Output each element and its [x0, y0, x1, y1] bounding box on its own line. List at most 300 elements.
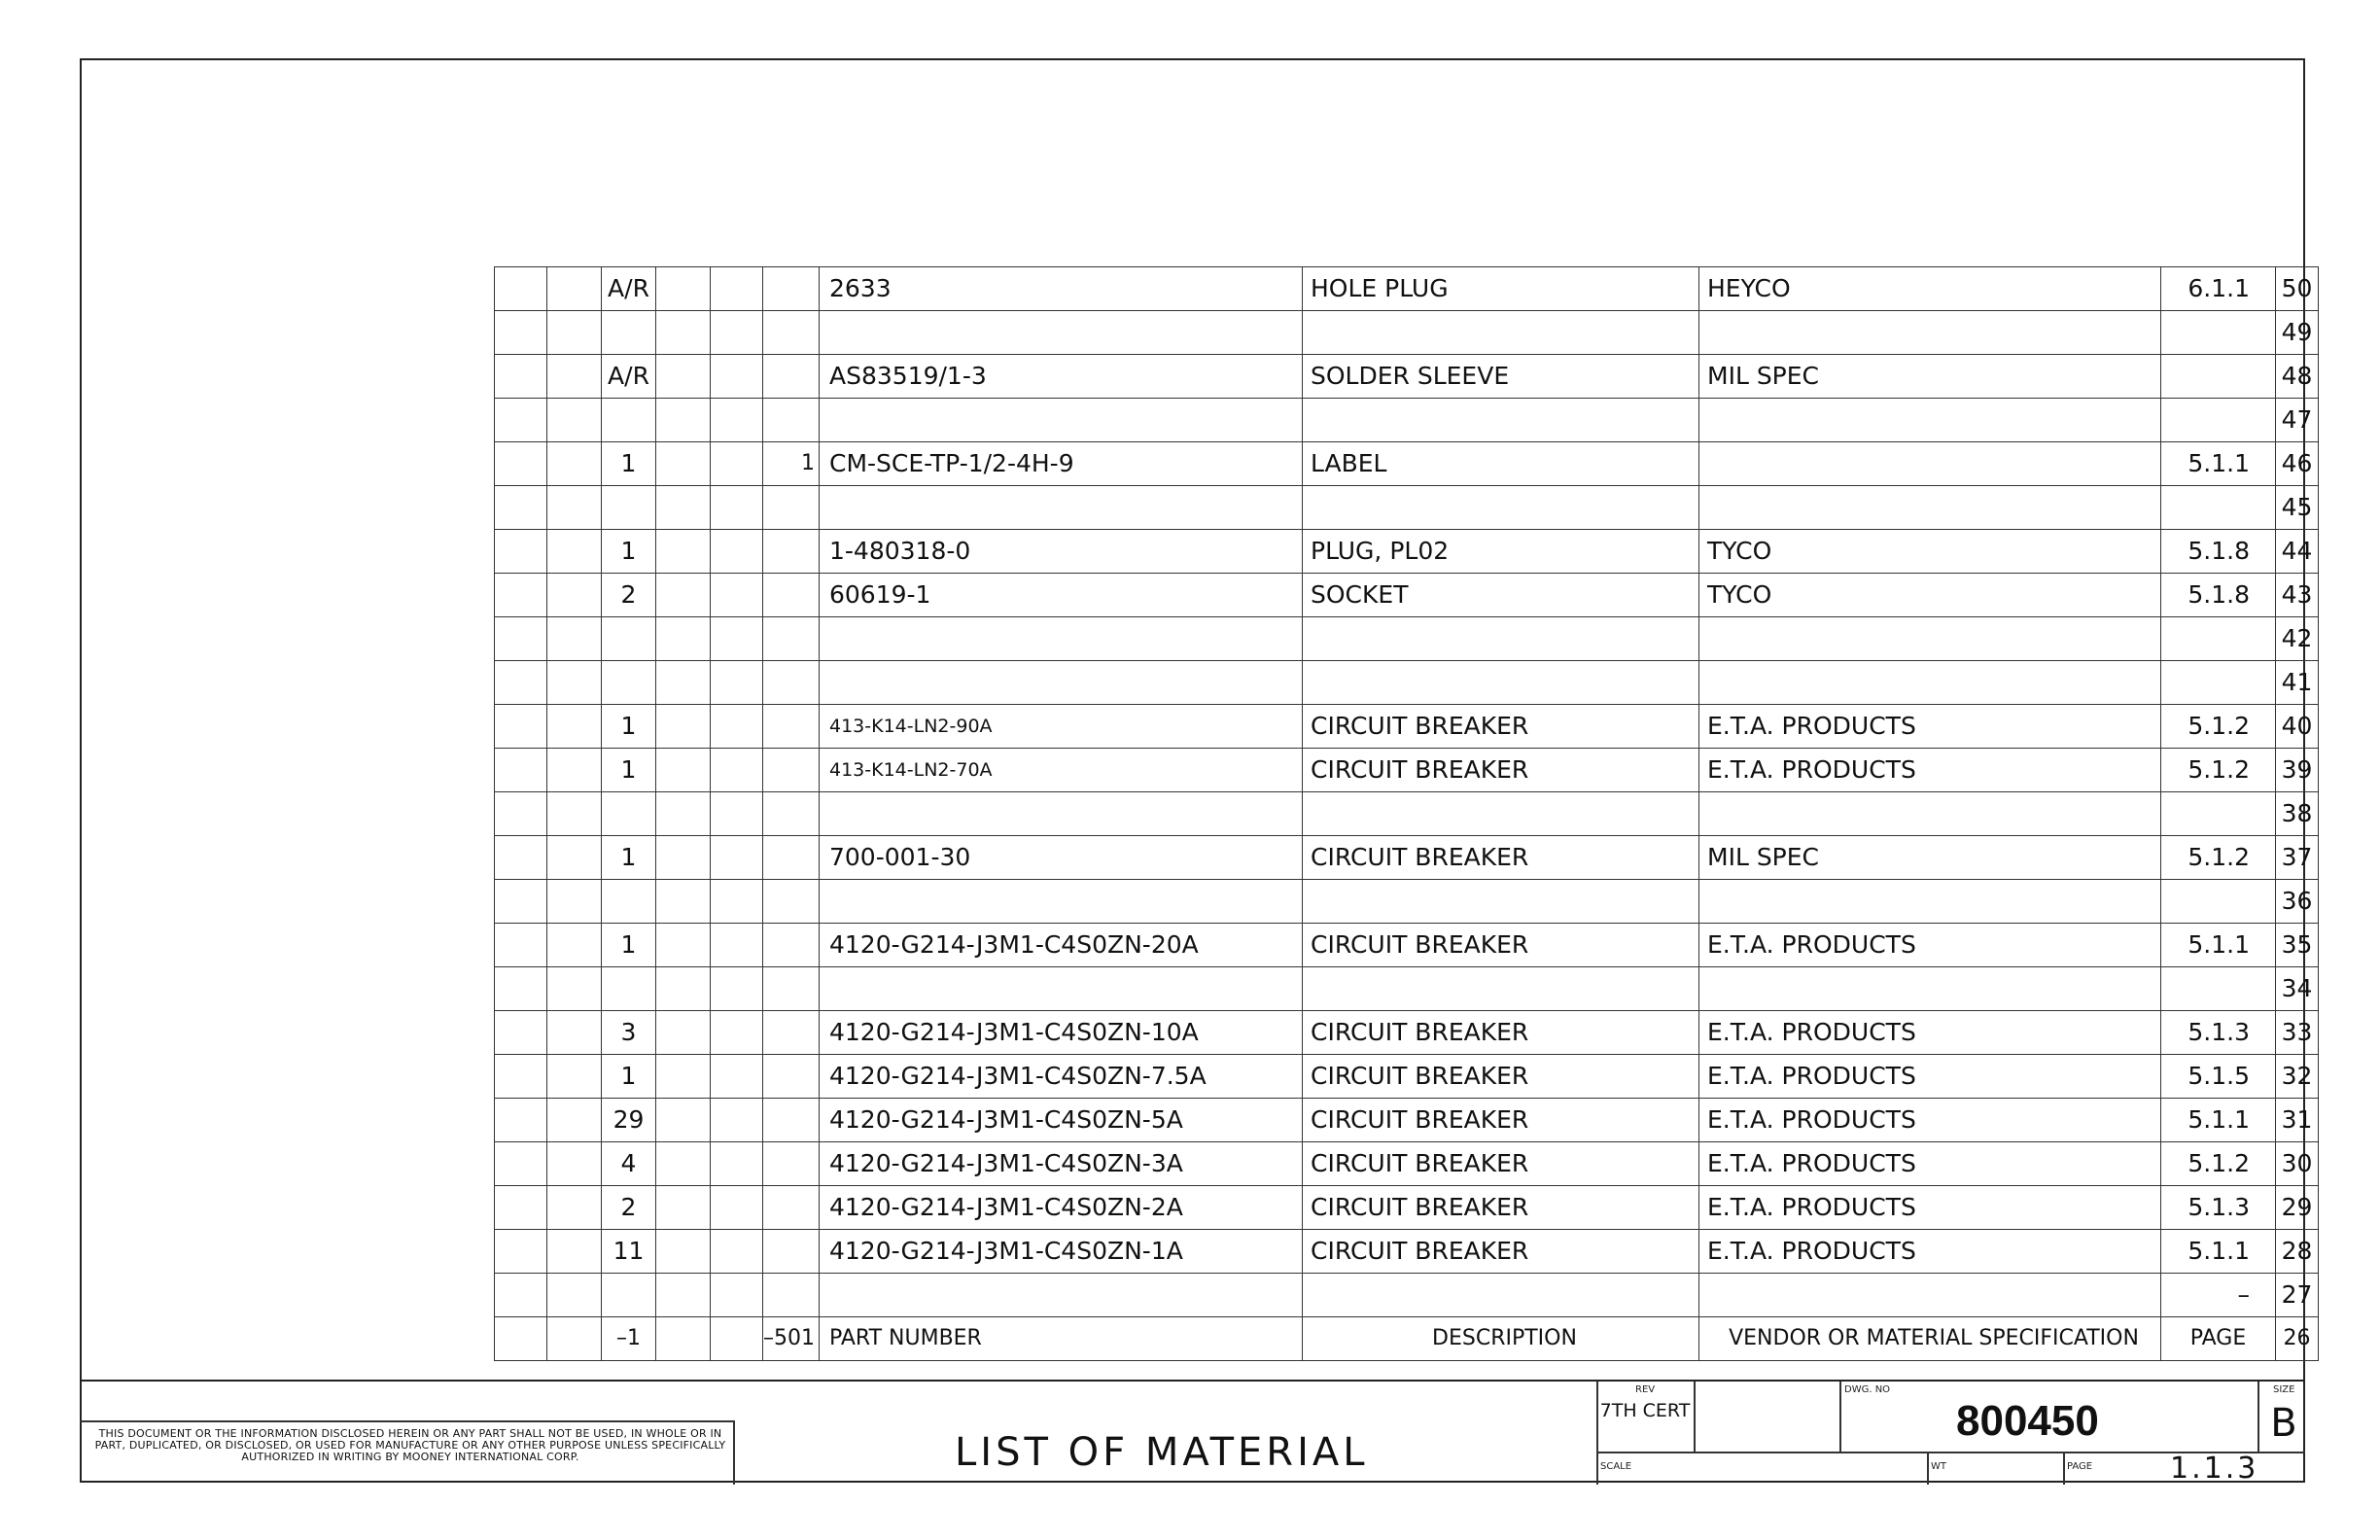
- blank-cell: [495, 792, 547, 836]
- blank-cell: [656, 1011, 711, 1055]
- item-number-cell: 45: [2276, 486, 2319, 530]
- item-number-cell: 28: [2276, 1230, 2319, 1274]
- find-cell: [763, 486, 820, 530]
- bom-row: [495, 792, 2319, 836]
- find-cell: [763, 617, 820, 661]
- vendor-cell: TYCO: [1699, 574, 2161, 617]
- weight-label: WT: [1931, 1461, 1946, 1472]
- item-number-cell: 41: [2276, 661, 2319, 705]
- blank-cell: [495, 967, 547, 1011]
- blank-cell: [495, 880, 547, 924]
- blank-cell: [547, 1230, 602, 1274]
- blank-cell: [711, 1011, 763, 1055]
- blank-cell: [495, 924, 547, 967]
- page-cell: 5.1.3: [2161, 1186, 2276, 1230]
- part-number-cell: 4120-G214-J3M1-C4S0ZN-10A: [820, 1011, 1303, 1055]
- quantity-cell: [602, 792, 656, 836]
- page-cell: 5.1.2: [2161, 749, 2276, 792]
- item-number-cell: 26: [2276, 1317, 2319, 1361]
- vendor-cell: E.T.A. PRODUCTS: [1699, 1186, 2161, 1230]
- blank-cell: [495, 311, 547, 355]
- blank-cell: [547, 1317, 602, 1361]
- part-number-cell: [820, 880, 1303, 924]
- blank-cell: [495, 399, 547, 442]
- item-number-cell: 32: [2276, 1055, 2319, 1099]
- part-number-cell: [820, 661, 1303, 705]
- description-cell: CIRCUIT BREAKER: [1303, 1230, 1699, 1274]
- blank-cell: [547, 311, 602, 355]
- quantity-cell: 1: [602, 1055, 656, 1099]
- find-cell: [763, 749, 820, 792]
- page-cell: PAGE: [2161, 1317, 2276, 1361]
- page-cell: [2161, 355, 2276, 399]
- description-cell: CIRCUIT BREAKER: [1303, 1142, 1699, 1186]
- quantity-cell: 2: [602, 574, 656, 617]
- blank-cell: [656, 486, 711, 530]
- part-number-cell: [820, 399, 1303, 442]
- bom-header-row: [495, 1317, 2319, 1361]
- blank-cell: [547, 749, 602, 792]
- proprietary-notice: THIS DOCUMENT OR THE INFORMATION DISCLOSED HEREIN OR ANY PART SHALL NOT BE USED, IN WHOLE OR IN PART, DUPLICATED, OR DISCLOSED, OR USED FOR MANUFACTURE OR ANY OTHER PURPOSE UNLESS SPECIFICALLY AUTHORIZED IN WRITING BY MOONEY INTERNATIONAL CORP.: [94, 1427, 726, 1463]
- blank-cell: [656, 967, 711, 1011]
- quantity-cell: [602, 399, 656, 442]
- blank-cell: [547, 1011, 602, 1055]
- item-number-cell: 48: [2276, 355, 2319, 399]
- blank-cell: [656, 1230, 711, 1274]
- bom-row: [495, 486, 2319, 530]
- find-cell: [763, 355, 820, 399]
- page-cell: 5.1.2: [2161, 705, 2276, 749]
- description-cell: PLUG, PL02: [1303, 530, 1699, 574]
- bom-row: [495, 749, 2319, 792]
- bom-body: [495, 267, 2319, 1361]
- item-number-cell: 33: [2276, 1011, 2319, 1055]
- description-cell: [1303, 311, 1699, 355]
- find-cell: [763, 399, 820, 442]
- blank-cell: [656, 399, 711, 442]
- part-number-cell: 4120-G214-J3M1-C4S0ZN-3A: [820, 1142, 1303, 1186]
- blank-cell: [656, 705, 711, 749]
- blank-cell: [711, 442, 763, 486]
- blank-cell: [711, 1230, 763, 1274]
- blank-cell: [547, 574, 602, 617]
- item-number-cell: 27: [2276, 1274, 2319, 1317]
- description-cell: [1303, 617, 1699, 661]
- description-cell: DESCRIPTION: [1303, 1317, 1699, 1361]
- rev-value: 7TH CERT: [1599, 1400, 1691, 1421]
- quantity-cell: 4: [602, 1142, 656, 1186]
- quantity-cell: [602, 880, 656, 924]
- find-cell: [763, 661, 820, 705]
- page-cell: 5.1.1: [2161, 924, 2276, 967]
- page-cell: 5.1.8: [2161, 530, 2276, 574]
- blank-cell: [547, 705, 602, 749]
- part-number-cell: [820, 967, 1303, 1011]
- quantity-cell: [602, 661, 656, 705]
- blank-cell: [495, 355, 547, 399]
- page-cell: 5.1.1: [2161, 1230, 2276, 1274]
- item-number-cell: 49: [2276, 311, 2319, 355]
- bom-row: [495, 442, 2319, 486]
- quantity-cell: 11: [602, 1230, 656, 1274]
- description-cell: [1303, 1274, 1699, 1317]
- item-number-cell: 50: [2276, 267, 2319, 311]
- item-number-cell: 37: [2276, 836, 2319, 880]
- blank-cell: [656, 574, 711, 617]
- quantity-cell: 29: [602, 1099, 656, 1142]
- part-number-cell: 4120-G214-J3M1-C4S0ZN-2A: [820, 1186, 1303, 1230]
- blank-cell: [495, 705, 547, 749]
- part-number-cell: PART NUMBER: [820, 1317, 1303, 1361]
- page-cell: 5.1.2: [2161, 836, 2276, 880]
- blank-cell: [495, 530, 547, 574]
- vendor-cell: [1699, 661, 2161, 705]
- part-number-cell: 413-K14-LN2-70A: [820, 749, 1303, 792]
- blank-cell: [711, 1274, 763, 1317]
- size-label: SIZE: [2273, 1384, 2295, 1395]
- part-number-cell: [820, 1274, 1303, 1317]
- item-number-cell: 47: [2276, 399, 2319, 442]
- blank-cell: [547, 1186, 602, 1230]
- bom-row: [495, 399, 2319, 442]
- blank-cell: [656, 661, 711, 705]
- part-number-cell: 60619-1: [820, 574, 1303, 617]
- blank-cell: [656, 442, 711, 486]
- blank-cell: [547, 399, 602, 442]
- find-cell: [763, 574, 820, 617]
- blank-cell: [711, 1055, 763, 1099]
- vendor-cell: [1699, 792, 2161, 836]
- blank-cell: [547, 792, 602, 836]
- find-cell: 1: [763, 442, 820, 486]
- blank-cell: [711, 792, 763, 836]
- blank-cell: [656, 924, 711, 967]
- blank-cell: [495, 1011, 547, 1055]
- tb-divider: [733, 1420, 735, 1485]
- page-cell: [2161, 311, 2276, 355]
- quantity-cell: 1: [602, 705, 656, 749]
- find-cell: [763, 311, 820, 355]
- item-number-cell: 35: [2276, 924, 2319, 967]
- blank-cell: [547, 530, 602, 574]
- blank-cell: [656, 1142, 711, 1186]
- blank-cell: [547, 267, 602, 311]
- blank-cell: [711, 924, 763, 967]
- vendor-cell: E.T.A. PRODUCTS: [1699, 1230, 2161, 1274]
- quantity-cell: 1: [602, 836, 656, 880]
- blank-cell: [495, 442, 547, 486]
- part-number-cell: [820, 617, 1303, 661]
- vendor-cell: E.T.A. PRODUCTS: [1699, 924, 2161, 967]
- vendor-cell: MIL SPEC: [1699, 836, 2161, 880]
- page-value: 1.1.3: [2170, 1452, 2259, 1486]
- vendor-cell: [1699, 311, 2161, 355]
- blank-cell: [656, 1317, 711, 1361]
- description-cell: HOLE PLUG: [1303, 267, 1699, 311]
- quantity-cell: 2: [602, 1186, 656, 1230]
- vendor-cell: [1699, 1274, 2161, 1317]
- item-number-cell: 40: [2276, 705, 2319, 749]
- quantity-cell: [602, 311, 656, 355]
- page-cell: [2161, 792, 2276, 836]
- find-cell: [763, 1230, 820, 1274]
- quantity-cell: [602, 967, 656, 1011]
- blank-cell: [656, 1274, 711, 1317]
- item-number-cell: 43: [2276, 574, 2319, 617]
- part-number-cell: [820, 486, 1303, 530]
- blank-cell: [547, 1142, 602, 1186]
- blank-cell: [495, 1230, 547, 1274]
- quantity-cell: [602, 617, 656, 661]
- find-cell: [763, 1142, 820, 1186]
- bom-row: [495, 1099, 2319, 1142]
- blank-cell: [711, 1317, 763, 1361]
- page-cell: 6.1.1: [2161, 267, 2276, 311]
- blank-cell: [547, 967, 602, 1011]
- blank-cell: [711, 617, 763, 661]
- tb-divider: [2258, 1382, 2259, 1452]
- vendor-cell: [1699, 967, 2161, 1011]
- page-cell: 5.1.8: [2161, 574, 2276, 617]
- description-cell: CIRCUIT BREAKER: [1303, 705, 1699, 749]
- blank-cell: [547, 836, 602, 880]
- blank-cell: [656, 617, 711, 661]
- bom-row: [495, 1230, 2319, 1274]
- blank-cell: [495, 1186, 547, 1230]
- blank-cell: [547, 661, 602, 705]
- blank-cell: [656, 311, 711, 355]
- description-cell: [1303, 792, 1699, 836]
- quantity-cell: 1: [602, 924, 656, 967]
- bom-row: [495, 661, 2319, 705]
- bom-row: [495, 530, 2319, 574]
- find-cell: [763, 1186, 820, 1230]
- blank-cell: [711, 311, 763, 355]
- blank-cell: [711, 705, 763, 749]
- page-cell: 5.1.1: [2161, 442, 2276, 486]
- blank-cell: [711, 399, 763, 442]
- blank-cell: [495, 1274, 547, 1317]
- blank-cell: [656, 836, 711, 880]
- page-cell: 5.1.1: [2161, 1099, 2276, 1142]
- bom-row: [495, 1274, 2319, 1317]
- blank-cell: [656, 880, 711, 924]
- vendor-cell: E.T.A. PRODUCTS: [1699, 705, 2161, 749]
- drawing-number: 800450: [1956, 1397, 2099, 1445]
- vendor-cell: TYCO: [1699, 530, 2161, 574]
- tb-divider: [1839, 1382, 1841, 1452]
- blank-cell: [656, 792, 711, 836]
- item-number-cell: 31: [2276, 1099, 2319, 1142]
- quantity-cell: 1: [602, 442, 656, 486]
- find-cell: [763, 967, 820, 1011]
- blank-cell: [495, 1099, 547, 1142]
- blank-cell: [711, 1142, 763, 1186]
- blank-cell: [656, 1099, 711, 1142]
- find-cell: [763, 836, 820, 880]
- vendor-cell: VENDOR OR MATERIAL SPECIFICATION: [1699, 1317, 2161, 1361]
- vendor-cell: HEYCO: [1699, 267, 2161, 311]
- blank-cell: [711, 355, 763, 399]
- blank-cell: [547, 1099, 602, 1142]
- dwg-no-label: DWG. NO: [1844, 1384, 1891, 1395]
- find-cell: [763, 1099, 820, 1142]
- page-cell: 5.1.3: [2161, 1011, 2276, 1055]
- bom-row: [495, 1011, 2319, 1055]
- description-cell: CIRCUIT BREAKER: [1303, 1186, 1699, 1230]
- vendor-cell: E.T.A. PRODUCTS: [1699, 749, 2161, 792]
- find-cell: [763, 530, 820, 574]
- part-number-cell: [820, 311, 1303, 355]
- blank-cell: [711, 661, 763, 705]
- part-number-cell: 4120-G214-J3M1-C4S0ZN-1A: [820, 1230, 1303, 1274]
- bom-row: [495, 1142, 2319, 1186]
- page-cell: [2161, 967, 2276, 1011]
- drawing-title: LIST OF MATERIAL: [955, 1430, 1369, 1475]
- part-number-cell: CM-SCE-TP-1/2-4H-9: [820, 442, 1303, 486]
- vendor-cell: [1699, 880, 2161, 924]
- part-number-cell: [820, 792, 1303, 836]
- item-number-cell: 42: [2276, 617, 2319, 661]
- description-cell: SOCKET: [1303, 574, 1699, 617]
- part-number-cell: AS83519/1-3: [820, 355, 1303, 399]
- description-cell: [1303, 486, 1699, 530]
- page-cell: [2161, 880, 2276, 924]
- page-cell: [2161, 617, 2276, 661]
- page-cell: [2161, 486, 2276, 530]
- find-cell: –501: [763, 1317, 820, 1361]
- item-number-cell: 36: [2276, 880, 2319, 924]
- blank-cell: [656, 1186, 711, 1230]
- vendor-cell: E.T.A. PRODUCTS: [1699, 1142, 2161, 1186]
- part-number-cell: 1-480318-0: [820, 530, 1303, 574]
- find-cell: [763, 267, 820, 311]
- item-number-cell: 29: [2276, 1186, 2319, 1230]
- blank-cell: [495, 486, 547, 530]
- blank-cell: [547, 924, 602, 967]
- blank-cell: [711, 967, 763, 1011]
- find-cell: [763, 1011, 820, 1055]
- vendor-cell: [1699, 617, 2161, 661]
- item-number-cell: 34: [2276, 967, 2319, 1011]
- description-cell: CIRCUIT BREAKER: [1303, 924, 1699, 967]
- blank-cell: [547, 1274, 602, 1317]
- vendor-cell: E.T.A. PRODUCTS: [1699, 1011, 2161, 1055]
- part-number-cell: 4120-G214-J3M1-C4S0ZN-5A: [820, 1099, 1303, 1142]
- blank-cell: [547, 617, 602, 661]
- blank-cell: [711, 267, 763, 311]
- title-block: [80, 1380, 2305, 1486]
- part-number-cell: 2633: [820, 267, 1303, 311]
- quantity-cell: [602, 486, 656, 530]
- page-label: PAGE: [2067, 1461, 2093, 1472]
- scale-label: SCALE: [1600, 1461, 1632, 1472]
- description-cell: [1303, 661, 1699, 705]
- page-cell: 5.1.5: [2161, 1055, 2276, 1099]
- item-number-cell: 39: [2276, 749, 2319, 792]
- part-number-cell: 4120-G214-J3M1-C4S0ZN-7.5A: [820, 1055, 1303, 1099]
- bom-row: [495, 880, 2319, 924]
- quantity-cell: A/R: [602, 355, 656, 399]
- tb-divider: [1694, 1382, 1696, 1452]
- part-number-cell: 413-K14-LN2-90A: [820, 705, 1303, 749]
- bom-row: [495, 967, 2319, 1011]
- find-cell: [763, 1055, 820, 1099]
- bill-of-materials-table: [494, 266, 2319, 1361]
- blank-cell: [495, 1055, 547, 1099]
- blank-cell: [711, 574, 763, 617]
- blank-cell: [656, 530, 711, 574]
- blank-cell: [711, 1099, 763, 1142]
- description-cell: [1303, 967, 1699, 1011]
- page-cell: [2161, 661, 2276, 705]
- quantity-cell: [602, 1274, 656, 1317]
- bom-row: [495, 836, 2319, 880]
- blank-cell: [711, 530, 763, 574]
- vendor-cell: E.T.A. PRODUCTS: [1699, 1099, 2161, 1142]
- blank-cell: [495, 1142, 547, 1186]
- vendor-cell: [1699, 399, 2161, 442]
- bom-row: [495, 1186, 2319, 1230]
- find-cell: [763, 1274, 820, 1317]
- item-number-cell: 44: [2276, 530, 2319, 574]
- quantity-cell: –1: [602, 1317, 656, 1361]
- blank-cell: [495, 267, 547, 311]
- quantity-cell: 1: [602, 530, 656, 574]
- blank-cell: [495, 661, 547, 705]
- page-cell: 5.1.2: [2161, 1142, 2276, 1186]
- description-cell: CIRCUIT BREAKER: [1303, 1099, 1699, 1142]
- blank-cell: [711, 836, 763, 880]
- item-number-cell: 30: [2276, 1142, 2319, 1186]
- blank-cell: [547, 355, 602, 399]
- find-cell: [763, 880, 820, 924]
- part-number-cell: 4120-G214-J3M1-C4S0ZN-20A: [820, 924, 1303, 967]
- blank-cell: [656, 749, 711, 792]
- blank-cell: [547, 880, 602, 924]
- blank-cell: [656, 1055, 711, 1099]
- page-cell: [2161, 399, 2276, 442]
- blank-cell: [495, 749, 547, 792]
- blank-cell: [656, 267, 711, 311]
- bom-row: [495, 924, 2319, 967]
- tb-divider: [2063, 1452, 2065, 1485]
- find-cell: [763, 792, 820, 836]
- bom-row: [495, 617, 2319, 661]
- bom-row: [495, 574, 2319, 617]
- description-cell: LABEL: [1303, 442, 1699, 486]
- find-cell: [763, 705, 820, 749]
- vendor-cell: [1699, 442, 2161, 486]
- vendor-cell: [1699, 486, 2161, 530]
- rev-label: REV: [1635, 1384, 1656, 1395]
- vendor-cell: MIL SPEC: [1699, 355, 2161, 399]
- description-cell: SOLDER SLEEVE: [1303, 355, 1699, 399]
- blank-cell: [547, 1055, 602, 1099]
- blank-cell: [547, 442, 602, 486]
- quantity-cell: A/R: [602, 267, 656, 311]
- description-cell: CIRCUIT BREAKER: [1303, 749, 1699, 792]
- blank-cell: [711, 486, 763, 530]
- blank-cell: [711, 880, 763, 924]
- blank-cell: [547, 486, 602, 530]
- item-number-cell: 46: [2276, 442, 2319, 486]
- item-number-cell: 38: [2276, 792, 2319, 836]
- quantity-cell: 3: [602, 1011, 656, 1055]
- bom-row: [495, 311, 2319, 355]
- blank-cell: [495, 617, 547, 661]
- find-cell: [763, 924, 820, 967]
